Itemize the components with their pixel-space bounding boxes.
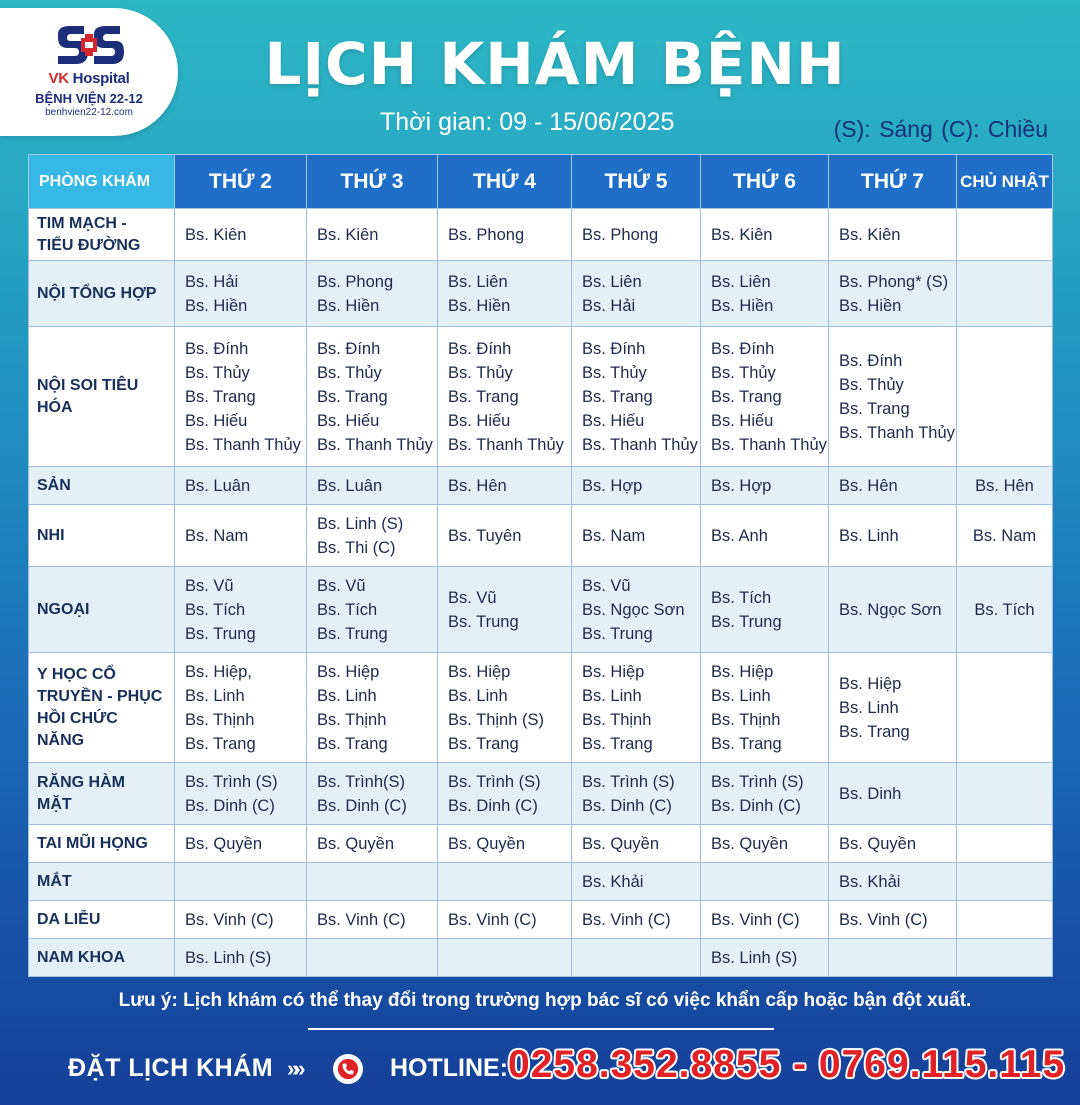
doctor-name: Bs. Phong (317, 272, 394, 291)
schedule-cell (957, 653, 1053, 763)
doctor-name: Bs. Thủy (317, 363, 382, 382)
schedule-cell (307, 327, 438, 467)
doctor-name: Bs. Thi (C) (317, 538, 396, 557)
schedule-cell (572, 567, 701, 653)
schedule-cell (438, 901, 572, 939)
doctor-name: Bs. Nam (582, 526, 646, 545)
doctor-name: Bs. Hiền (711, 296, 774, 315)
doctor-name: Bs. Vũ (582, 576, 631, 595)
doctor-name: Bs. Trang (582, 734, 653, 753)
doctor-name: Bs. Vinh (C) (711, 910, 800, 929)
schedule-cell (572, 261, 701, 327)
room-name: MẮT (29, 863, 175, 901)
schedule-cell (701, 653, 829, 763)
doctor-name: Bs. Đính (448, 339, 512, 358)
schedule-cell (572, 901, 701, 939)
doctor-name: Bs. Thanh Thủy (582, 435, 698, 454)
schedule-cell (829, 261, 957, 327)
schedule-cell (572, 763, 701, 825)
doctor-name: Bs. Hiệp (839, 674, 902, 693)
doctor-name: Bs. Hiền (448, 296, 511, 315)
room-name: TAI MŨI HỌNG (29, 825, 175, 863)
doctor-name: Bs. Phong (582, 225, 659, 244)
doctor-name: Bs. Anh (711, 526, 768, 545)
header-day-5: THỨ 5 (572, 155, 701, 209)
schedule-cell (307, 901, 438, 939)
table-row (29, 863, 1053, 901)
schedule-cell (175, 653, 307, 763)
schedule-cell (307, 763, 438, 825)
table-header-row (29, 155, 1053, 209)
doctor-name: Bs. Thanh Thủy (448, 435, 564, 454)
schedule-cell (572, 863, 701, 901)
doctor-name: Bs. Liên (582, 272, 642, 291)
doctor-name: Bs. Kiên (711, 225, 773, 244)
doctor-name: Bs. Trình (S) (711, 772, 804, 791)
schedule-cell (829, 763, 957, 825)
schedule-cell (175, 567, 307, 653)
schedule-cell (572, 505, 701, 567)
schedule-cell (175, 209, 307, 261)
doctor-name: Bs. Thủy (185, 363, 250, 382)
doctor-name: Bs. Trang (711, 734, 782, 753)
doctor-name: Bs. Ngọc Sơn (582, 600, 685, 619)
schedule-note: Lưu ý: Lịch khám có thể thay đổi trong trường hợp bác sĩ có việc khẩn cấp hoặc bận đột xuất. (118, 990, 972, 1011)
schedule-cell (572, 939, 701, 977)
schedule-cell (438, 505, 572, 567)
doctor-name: Bs. Dinh (C) (317, 796, 407, 815)
doctor-name: Bs. Dinh (C) (448, 796, 538, 815)
doctor-name: Bs. Thịnh (185, 710, 255, 729)
doctor-name: Bs. Trang (448, 387, 519, 406)
doctor-name: Bs. Trung (711, 612, 782, 631)
doctor-name: Bs. Nam (185, 526, 249, 545)
table-row (29, 567, 1053, 653)
doctor-name: Bs. Trung (448, 612, 519, 631)
schedule-period: Thời gian: 09 - 15/06/2025 (380, 108, 675, 136)
doctor-name: Bs. Linh (S) (185, 948, 272, 967)
doctor-name: Bs. Phong* (S) (839, 272, 949, 291)
doctor-name: Bs. Trung (317, 624, 388, 643)
doctor-name: Bs. Nam (972, 526, 1037, 545)
schedule-cell (572, 467, 701, 505)
schedule-cell (957, 939, 1053, 977)
header-sunday: CHỦ NHẬT (957, 155, 1053, 209)
doctor-name: Bs. Thủy (582, 363, 647, 382)
doctor-name: Bs. Thịnh (317, 710, 387, 729)
schedule-cell (307, 939, 438, 977)
doctor-name: Bs. Đính (711, 339, 775, 358)
logo-brand: VK Hospital (48, 70, 130, 87)
doctor-name: Bs. Kiên (839, 225, 901, 244)
doctor-name: Bs. Liên (448, 272, 508, 291)
doctor-name: Bs. Vũ (448, 588, 497, 607)
page-title: LỊCH KHÁM BỆNH (264, 30, 846, 98)
doctor-name: Bs. Hiếu (185, 411, 248, 430)
doctor-name: Bs. Trang (185, 387, 256, 406)
header-day-6: THỨ 6 (701, 155, 829, 209)
schedule-cell (572, 327, 701, 467)
doctor-name: Bs. Hiếu (711, 411, 774, 430)
doctor-name: Bs. Trang (317, 734, 388, 753)
room-name: NAM KHOA (29, 939, 175, 977)
header-room: PHÒNG KHÁM (29, 155, 175, 209)
doctor-name: Bs. Hên (975, 476, 1034, 495)
doctor-name: Bs. Tích (317, 600, 378, 619)
doctor-name: Bs. Tích (185, 600, 246, 619)
schedule-cell (701, 901, 829, 939)
doctor-name: Bs. Vinh (C) (317, 910, 406, 929)
schedule-cell (175, 939, 307, 977)
doctor-name: Bs. Trang (317, 387, 388, 406)
schedule-cell (175, 863, 307, 901)
double-chevron-right-icon: »» (287, 1056, 300, 1081)
doctor-name: Bs. Hên (448, 476, 507, 495)
doctor-name: Bs. Hiệp (317, 662, 380, 681)
doctor-name: Bs. Tuyên (448, 526, 522, 545)
schedule-cell (829, 467, 957, 505)
header-day-7: THỨ 7 (829, 155, 957, 209)
phone-icon (333, 1054, 363, 1084)
schedule-cell (175, 901, 307, 939)
header-day-4: THỨ 4 (438, 155, 572, 209)
doctor-name: Bs. Vinh (C) (185, 910, 274, 929)
schedule-cell (175, 467, 307, 505)
doctor-name: Bs. Linh (185, 686, 245, 705)
table-row (29, 763, 1053, 825)
schedule-cell (829, 825, 957, 863)
doctor-name: Bs. Hiệp (448, 662, 511, 681)
doctor-name: Bs. Linh (S) (711, 948, 798, 967)
schedule-cell (438, 567, 572, 653)
doctor-name: Bs. Đính (185, 339, 249, 358)
doctor-name: Bs. Thịnh (711, 710, 781, 729)
schedule-cell (307, 567, 438, 653)
schedule-cell (957, 327, 1053, 467)
doctor-name: Bs. Kiên (317, 225, 379, 244)
doctor-name: Bs. Hiền (185, 296, 248, 315)
doctor-name: Bs. Hiệp (711, 662, 774, 681)
schedule-cell (701, 327, 829, 467)
schedule-cell (307, 653, 438, 763)
schedule-cell (829, 939, 957, 977)
schedule-cell (438, 327, 572, 467)
schedule-cell (438, 467, 572, 505)
doctor-name: Bs. Dinh (C) (582, 796, 672, 815)
schedule-cell (307, 261, 438, 327)
doctor-name: Bs. Hải (185, 272, 239, 291)
schedule-cell (957, 261, 1053, 327)
schedule-cell (957, 763, 1053, 825)
schedule-cell (438, 939, 572, 977)
header-day-3: THỨ 3 (307, 155, 438, 209)
schedule-cell (701, 939, 829, 977)
doctor-name: Bs. Quyền (839, 834, 917, 853)
doctor-name: Bs. Linh (711, 686, 771, 705)
table-row (29, 261, 1053, 327)
doctor-name: Bs. Hiền (317, 296, 380, 315)
logo-url: benhvien22-12.com (45, 107, 133, 118)
table-row (29, 939, 1053, 977)
doctor-name: Bs. Quyền (185, 834, 263, 853)
doctor-name: Bs. Đính (317, 339, 381, 358)
doctor-name: Bs. Dinh (839, 784, 902, 803)
doctor-name: Bs. Liên (711, 272, 771, 291)
doctor-name: Bs. Vinh (C) (448, 910, 537, 929)
schedule-cell (829, 653, 957, 763)
schedule-cell (175, 763, 307, 825)
doctor-name: Bs. Linh (448, 686, 508, 705)
doctor-name: Bs. Vinh (C) (582, 910, 671, 929)
schedule-cell (829, 567, 957, 653)
doctor-name: Bs. Hiền (839, 296, 902, 315)
doctor-name: Bs. Trung (582, 624, 653, 643)
doctor-name: Bs. Thanh Thủy (317, 435, 433, 454)
doctor-name: Bs. Khải (582, 872, 644, 891)
schedule-cell (438, 261, 572, 327)
schedule-cell (829, 505, 957, 567)
schedule-cell (829, 327, 957, 467)
doctor-name: Bs. Trình (S) (582, 772, 675, 791)
schedule-cell (957, 467, 1053, 505)
doctor-name: Bs. Linh (S) (317, 514, 404, 533)
schedule-cell (701, 505, 829, 567)
doctor-name: Bs. Linh (839, 526, 899, 545)
schedule-cell (829, 863, 957, 901)
doctor-name: Bs. Dinh (C) (185, 796, 275, 815)
doctor-name: Bs. Hiếu (317, 411, 380, 430)
doctor-name: Bs. Kiên (185, 225, 247, 244)
schedule-cell (701, 863, 829, 901)
doctor-name: Bs. Linh (582, 686, 642, 705)
book-appointment-label[interactable]: ĐẶT LỊCH KHÁM (68, 1054, 274, 1082)
schedule-cell (829, 901, 957, 939)
schedule-cell (307, 467, 438, 505)
schedule-cell (701, 567, 829, 653)
schedule-cell (829, 209, 957, 261)
doctor-name: Bs. Trình (S) (448, 772, 541, 791)
doctor-name: Bs. Thủy (711, 363, 776, 382)
schedule-cell (307, 209, 438, 261)
schedule-cell (438, 209, 572, 261)
doctor-name: Bs. Quyền (448, 834, 526, 853)
table-row (29, 467, 1053, 505)
doctor-name: Bs. Thanh Thủy (185, 435, 301, 454)
schedule-cell (307, 825, 438, 863)
doctor-name: Bs. Trình(S) (317, 772, 406, 791)
doctor-name: Bs. Trang (711, 387, 782, 406)
doctor-name: Bs. Trang (448, 734, 519, 753)
schedule-cell (957, 825, 1053, 863)
schedule-cell (957, 901, 1053, 939)
doctor-name: Bs. Hợp (582, 476, 643, 495)
doctor-name: Bs. Luân (185, 476, 251, 495)
schedule-cell (175, 327, 307, 467)
schedule-cell (438, 653, 572, 763)
doctor-name: Bs. Trang (839, 722, 910, 741)
schedule-cell (957, 209, 1053, 261)
room-name: NHI (29, 505, 175, 567)
doctor-name: Bs. Hiệp, (185, 662, 252, 681)
doctor-name: Bs. Hiếu (582, 411, 645, 430)
doctor-name: Bs. Thanh Thủy (711, 435, 827, 454)
schedule-cell (701, 467, 829, 505)
table-row (29, 505, 1053, 567)
doctor-name: Bs. Hợp (711, 476, 772, 495)
schedule-cell (572, 653, 701, 763)
table-row (29, 901, 1053, 939)
doctor-name: Bs. Hiếu (448, 411, 511, 430)
doctor-name: Bs. Hải (582, 296, 636, 315)
room-name: SẢN (29, 467, 175, 505)
doctor-name: Bs. Trang (582, 387, 653, 406)
doctor-name: Bs. Khải (839, 872, 901, 891)
doctor-name: Bs. Dinh (C) (711, 796, 801, 815)
doctor-name: Bs. Thịnh (582, 710, 652, 729)
room-name: NGOẠI (29, 567, 175, 653)
schedule-cell (175, 825, 307, 863)
doctor-name: Bs. Quyền (317, 834, 395, 853)
doctor-name: Bs. Tích (711, 588, 772, 607)
doctor-name: Bs. Phong (448, 225, 525, 244)
doctor-name: Bs. Vũ (317, 576, 366, 595)
time-legend: (S): Sáng (C): Chiều (833, 116, 1048, 142)
hotline-label: HOTLINE: (390, 1054, 509, 1082)
room-name: NỘI TỔNG HỢP (29, 261, 175, 327)
schedule-cell (957, 567, 1053, 653)
table-row (29, 653, 1053, 763)
schedule-cell (957, 863, 1053, 901)
doctor-name: Bs. Luân (317, 476, 383, 495)
schedule-cell (438, 825, 572, 863)
schedule-table (28, 154, 1053, 977)
schedule-cell (701, 763, 829, 825)
doctor-name: Bs. Hiệp (582, 662, 645, 681)
doctor-name: Bs. Ngọc Sơn (839, 600, 942, 619)
table-row (29, 327, 1053, 467)
table-row (29, 825, 1053, 863)
room-name: NỘI SOI TIÊU HÓA (29, 327, 175, 467)
doctor-name: Bs. Thịnh (S) (448, 710, 544, 729)
schedule-cell (438, 763, 572, 825)
doctor-name: Bs. Tích (974, 600, 1035, 619)
schedule-cell (307, 505, 438, 567)
room-name: Y HỌC CỔ TRUYỀN - PHỤC HỒI CHỨC NĂNG (29, 653, 175, 763)
doctor-name: Bs. Trình (S) (185, 772, 278, 791)
schedule-cell (957, 505, 1053, 567)
doctor-name: Bs. Trang (185, 734, 256, 753)
schedule-cell (572, 825, 701, 863)
schedule-cell (438, 863, 572, 901)
doctor-name: Bs. Linh (317, 686, 377, 705)
schedule-cell (701, 261, 829, 327)
room-name: DA LIỄU (29, 901, 175, 939)
doctor-name: Bs. Đính (839, 351, 903, 370)
doctor-name: Bs. Hên (839, 476, 898, 495)
doctor-name: Bs. Linh (839, 698, 899, 717)
doctor-name: Bs. Thủy (448, 363, 513, 382)
schedule-cell (701, 825, 829, 863)
doctor-name: Bs. Vinh (C) (839, 910, 928, 929)
schedule-cell (307, 863, 438, 901)
room-name: RĂNG HÀM MẶT (29, 763, 175, 825)
doctor-name: Bs. Quyền (582, 834, 660, 853)
schedule-cell (175, 261, 307, 327)
divider (308, 1028, 774, 1030)
doctor-name: Bs. Đính (582, 339, 646, 358)
doctor-name: Bs. Quyền (711, 834, 789, 853)
header-day-2: THỨ 2 (175, 155, 307, 209)
doctor-name: Bs. Thủy (839, 375, 904, 394)
logo-hospital-name: BỆNH VIỆN 22-12 (35, 91, 143, 106)
schedule-cell (572, 209, 701, 261)
doctor-name: Bs. Vũ (185, 576, 234, 595)
room-name: TIM MẠCH - TIỂU ĐƯỜNG (29, 209, 175, 261)
doctor-name: Bs. Trung (185, 624, 256, 643)
table-row (29, 209, 1053, 261)
hotline-numbers[interactable]: 0258.352.8855 - 0769.115.115 (508, 1043, 1066, 1086)
schedule-cell (175, 505, 307, 567)
schedule-cell (701, 209, 829, 261)
doctor-name: Bs. Trang (839, 399, 910, 418)
doctor-name: Bs. Thanh Thủy (839, 423, 955, 442)
